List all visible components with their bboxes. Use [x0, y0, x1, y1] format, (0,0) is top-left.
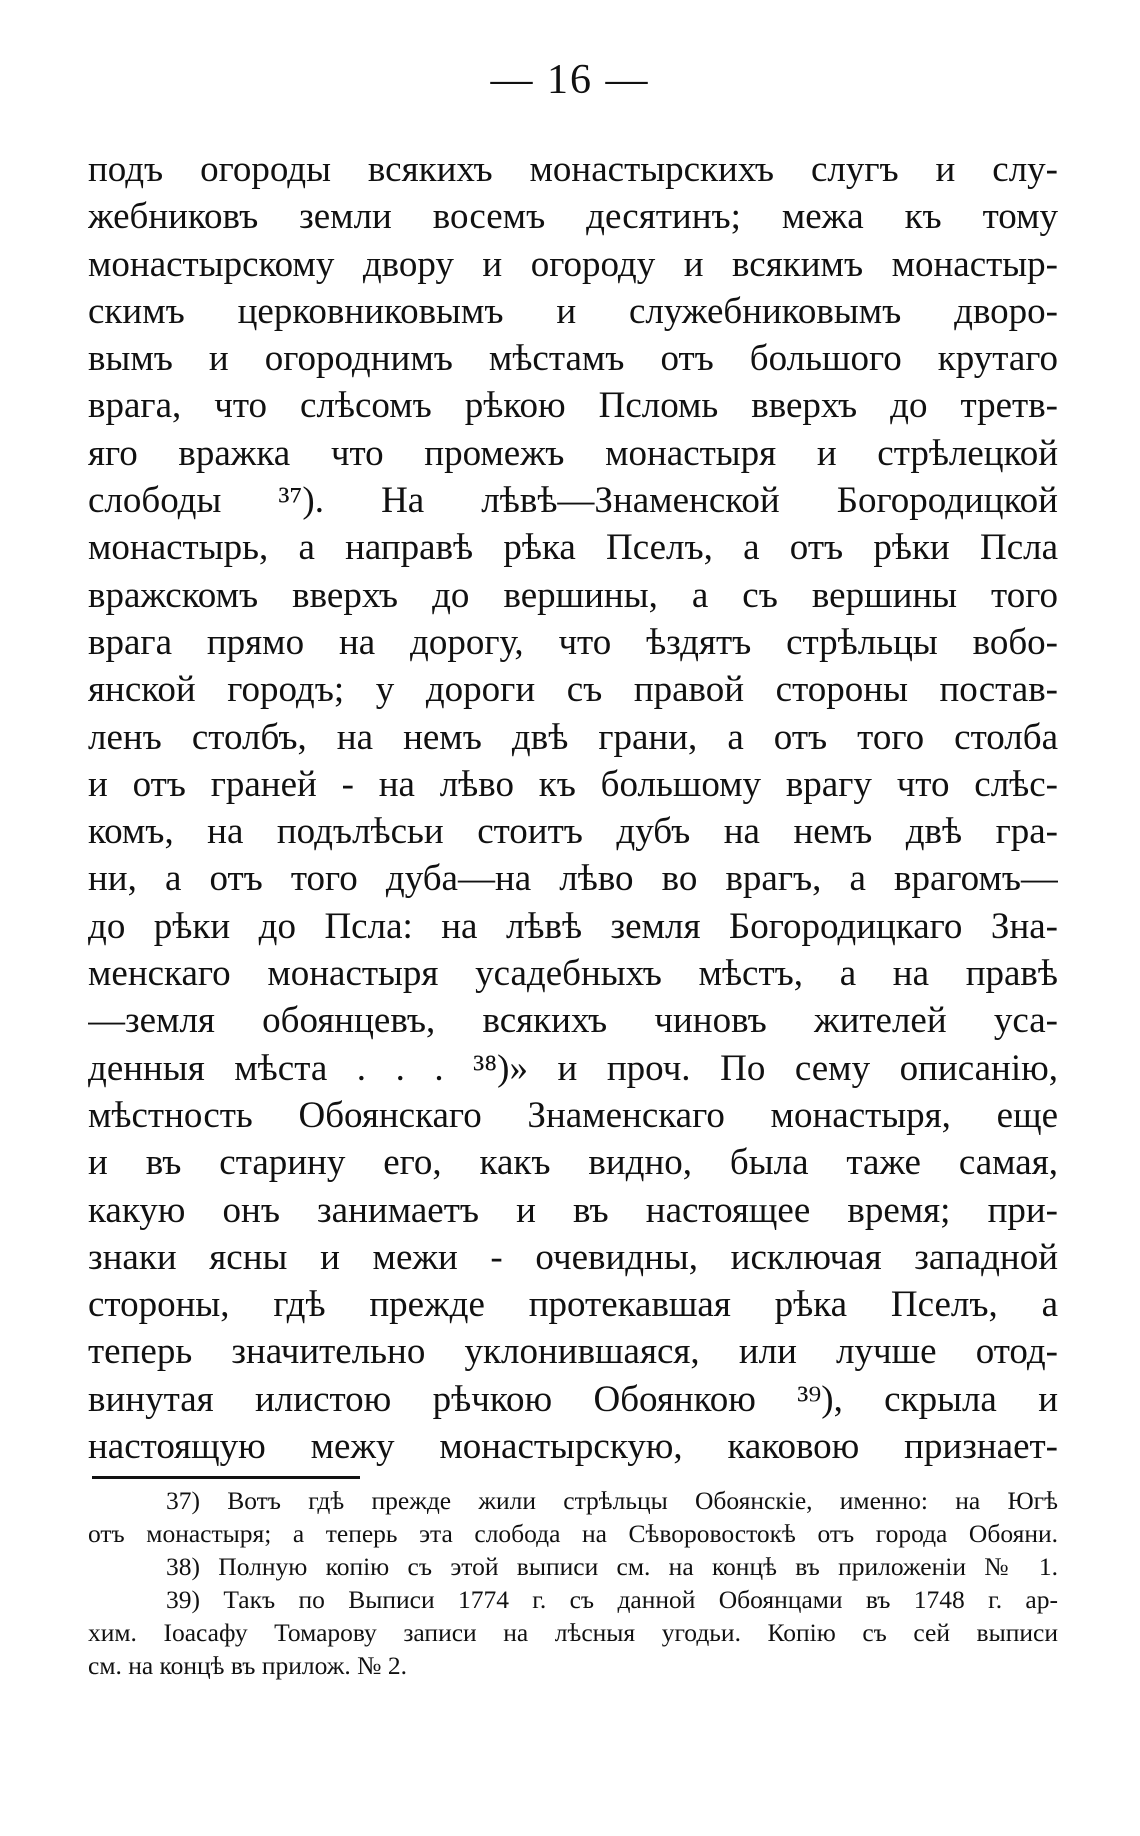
text-line: монастырь, а направѣ рѣка Пселъ, а отъ рѣки Псла — [88, 527, 1058, 569]
text-line: ленъ столбъ, на немъ двѣ грани, а отъ того столба — [88, 716, 1058, 758]
footnote-line: 37) Вотъ гдѣ прежде жили стрѣльцы Обоянскіе, именно: на Югѣ — [166, 1486, 1058, 1515]
text-line: жебниковъ земли восемъ десятинъ; межа къ тому — [88, 196, 1058, 238]
footnote-line: 38) Полную копію съ этой выписи см. на концѣ въ приложеніи № 1. — [166, 1552, 1058, 1581]
text-line: винутая илистою рѣчкою Обоянкою ³⁹), скрыла и — [88, 1378, 1058, 1420]
text-line: комъ, на подълѣсьи стоитъ дубъ на немъ двѣ гра- — [88, 811, 1058, 853]
footnote-line: 39) Такъ по Выписи 1774 г. съ данной Обоянцами въ 1748 г. ар- — [166, 1585, 1058, 1614]
text-line: слободы ³⁷). На лѣвѣ—Знаменской Богородицкой — [88, 480, 1058, 522]
text-line: монастырскому двору и огороду и всякимъ монастыр- — [88, 243, 1058, 285]
footnote-divider — [92, 1476, 360, 1479]
footnote-line: отъ монастыря; а теперь эта слобода на Сѣворовостокѣ отъ города Обояни. — [88, 1519, 1058, 1548]
text-line: знаки ясны и межи - очевидны, исключая западной — [88, 1236, 1058, 1278]
text-line: теперь значительно уклонившаяся, или лучше отод- — [88, 1331, 1058, 1373]
text-line: врага прямо на дорогу, что ѣздятъ стрѣльцы вобо- — [88, 621, 1058, 663]
text-line: до рѣки до Псла: на лѣвѣ земля Богородицкаго Зна- — [88, 905, 1058, 947]
text-line: вражскомъ вверхъ до вершины, а съ вершины того — [88, 574, 1058, 616]
footnotes-block — [88, 1484, 1058, 1682]
text-line: и въ старину его, какъ видно, была таже самая, — [88, 1142, 1058, 1184]
text-line: и отъ граней - на лѣво къ большому врагу что слѣс- — [88, 763, 1058, 805]
footnote-line: хим. Іоасафу Томарову записи на лѣсныя угодьи. Копію съ сей выписи — [88, 1618, 1058, 1647]
text-line: настоящую межу монастырскую, каковою признает- — [88, 1426, 1058, 1468]
page-number: — 16 — — [490, 57, 650, 103]
main-text-block — [88, 146, 1058, 1470]
text-line: мѣстность Обоянскаго Знаменскаго монастыря, еще — [88, 1094, 1058, 1136]
text-line: стороны, гдѣ прежде протекавшая рѣка Пселъ, а — [88, 1284, 1058, 1326]
text-line: какую онъ занимаетъ и въ настоящее время; при- — [88, 1189, 1058, 1231]
text-line: янской городъ; у дороги съ правой стороны постав- — [88, 669, 1058, 711]
text-line: менскаго монастыря усадебныхъ мѣстъ, а на правѣ — [88, 953, 1058, 995]
footnote-line: см. на концѣ въ прилож. № 2. — [88, 1651, 407, 1680]
text-line: подъ огороды всякихъ монастырскихъ слугъ и слу- — [88, 149, 1058, 190]
text-line: денныя мѣста . . . ³⁸)» и проч. По сему описанію, — [88, 1047, 1058, 1089]
text-line: —земля обоянцевъ, всякихъ чиновъ жителей уса- — [88, 1000, 1058, 1042]
text-line: скимъ церковниковымъ и служебниковымъ дворо- — [88, 290, 1058, 332]
text-line: яго вражка что промежъ монастыря и стрѣлецкой — [88, 432, 1058, 474]
text-line: врага, что слѣсомъ рѣкою Псломь вверхъ до третв- — [88, 385, 1058, 427]
text-line: ни, а отъ того дуба—на лѣво во врагъ, а врагомъ— — [88, 858, 1058, 900]
text-line: вымъ и огороднимъ мѣстамъ отъ большого крутаго — [88, 338, 1058, 380]
